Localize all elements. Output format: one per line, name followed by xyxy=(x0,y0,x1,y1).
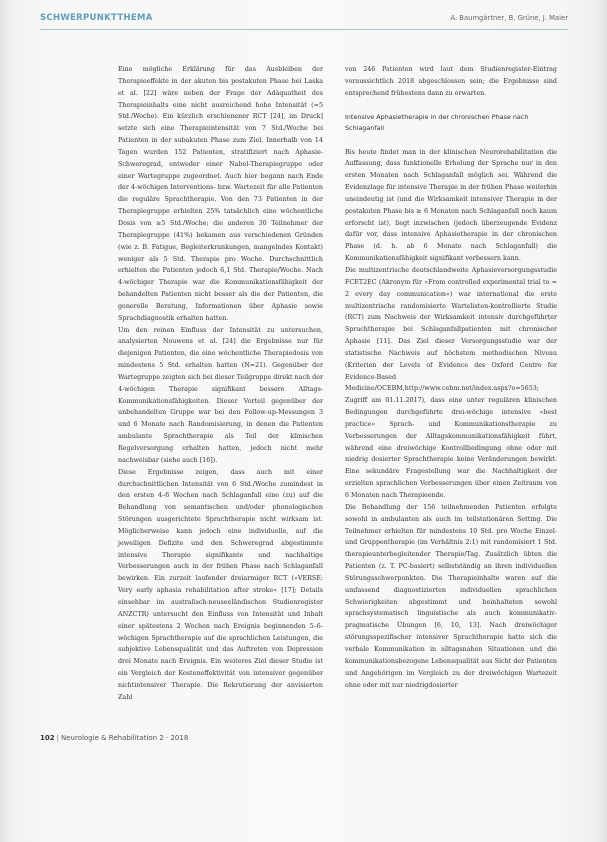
header-rule xyxy=(40,29,568,30)
footer-separator: | xyxy=(56,734,59,742)
left-paragraph-2: Um den reinen Einfluss der Intensität zu untersuchen, analysierten Nouwens et al. [24] die Ergebnisse nur für diejenigen Patienten, die eine wöchentliche Therapiedosis von mindestens 5 Std. erhalten hatten (N=21). Gegenüber der Wartegruppe zeigten sich bei dieser Teilgruppe direkt nach der 4-wöchigen Therapie signifikant bessere Alltags-Kommunikationsfähigkeiten. Dieser Vorteil gegenüber der unbehandelten Gruppe war bei den Follow-up-Messungen 3 und 6 Monate nach Randomisierung, in denen die Patienten ambulante Sprachtherapie als Teil der klinischen Regelversorgung erhalten hatten, jedoch nicht mehr nachweisbar (siehe auch [16]). xyxy=(118,326,323,464)
right-paragraph-3: Die Behandlung der 156 teilnehmenden Patienten erfolgte sowohl in ambulanten als auch im teilstationären Setting. Die Teilnehmer erhielten für mindestens 10 Std. pro Woche Einzel- und Gruppentherapie (im Verhältnis 2:1) mit randomisiert 1 Std. therapieunterbegleitender Therapie/Tag. Zusätzlich übten die Patienten (z. T. PC-basiert) selbstständig an ihren individuellen Störungsschwerpunkten. Die Therapieinhalte waren auf die umfassend diagnostizierten individuellen sprachlichen Schwierigkeiten abgestimmt und beinhalteten sowohl sprachsystematisch linguistische als auch kommunikativ-pragmatische Übungen [6, 10, 13]. Nach dreiwöchiger störungsspezifischer intensiver Sprachtherapie hatte sich die verbale Kommunikation in alltagsnahen Situationen und die kommunikationsbezogene Lebensqualität aus Sicht der Patienten und Angehörigen im Vergleich zu der dreiwöchigen Wartezeit ohne oder mit nur niedrigdosierter xyxy=(345,503,557,689)
right-intro-paragraph: von 246 Patienten wird laut dem Studienregister-Eintrag voraussichtlich 2018 abgeschlossen sein; die Ergebnisse sind entsprechend frühestens dann zu erwarten. xyxy=(345,66,557,97)
page-header xyxy=(40,13,568,27)
right-paragraph-2: Die multizentrische deutschlandweite Aphasieversorgungsstudie FCET2EC (Akronym für »From controlled experimental trial to = 2 every day communication«) war international die erste multizentrische randomisierte Wartelisten-kontrollierte Studie (RCT) zum Nachweis der Wirksamkeit intensiv durchgeführter Sprachtherapie bei Schlaganfallpatienten mit chronischer Aphasie [11]. Das Ziel dieser Versorgungsstudie war der statistische Nachweis auf höchstem methodischen Niveau (Kriterien der Levels of Evidence des Oxford Centre for Evidence-Based Medicine/OCEBM,http://www.cebm.net/index.aspx?o=5653; Zugriff am 01.11.2017), dass eine unter regulären klinischen Bedingungen durchgeführte drei-wöchige intensive »best practice« Sprach- und Kommunikationstherapie zu Verbesserungen der Alltagskommunikationsfähigkeit führt, während eine dreiwöchige Kontrollbedingung ohne oder mit niedrig dosierter Sprachtherapie keine Veränderungen bewirkt. Eine sekundäre Fragestellung war die Nachhaltigkeit der erzielten sprachlichen Verbesserungen über einen Zeitraum von 6 Monaten nach Therapieende. xyxy=(345,266,557,499)
section-label: SCHWERPUNKTTHEMA xyxy=(40,13,153,23)
journal-name: Neurologie & Rehabilitation 2 · 2018 xyxy=(60,734,189,742)
running-authors: A. Baumgärtner, B. Grüne, J. Maier xyxy=(450,14,568,22)
page-number: 102 xyxy=(40,734,55,742)
section-gap xyxy=(345,135,557,147)
section-gap xyxy=(345,100,557,112)
scan-shadow-right xyxy=(595,0,607,842)
section-subheading-line-2: Schlaganfall xyxy=(345,124,385,133)
right-column xyxy=(345,64,557,691)
left-paragraph-3: Diese Ergebnisse zeigen, dass auch mit einer durchschnittlichen Intensität von 6 Std./Woche zumindest in den ersten 4–6 Wochen nach Schlaganfall eine (zu) auf die Behandlung von semantischen und/oder phonologischen Störungen ausgerichtete Sprachtherapie nicht wirksam ist. Möglicherweise kann jedoch eine individuelle, auf die jeweiligen Defizite und den Schweregrad abgestimmte intensive Therapie signifikante und nachhaltige Verbesserungen auch in der frühen Phase nach Schlaganfall bewirken. Ein zurzeit laufender dreiarmiger RCT (»VERSE: Very early aphasia rehabilitation after stroke« [17]; Details einsehbar im australisch-neuseeländischen Studienregister ANZCTR) untersucht den Einfluss von Intensität und Inhalt einer spätestens 2 Wochen nach Ereignis beginnenden 5–6-wöchigen Sprachtherapie auf die sprachlichen Leistungen, die subjektive Lebensqualität und das Auftreten von Depression drei Monate nach Ereignis. Ein weiteres Ziel dieser Studie ist ein Vergleich der Kosteneffektivität von intensiver gegenüber nichtintensiver Therapie. Die Rekrutierung der anvisierten Zahl xyxy=(118,468,323,701)
left-paragraph-1: Eine mögliche Erklärung für das Ausbleiben der Therapieeffekte in der akuten bis postakuten Phase bei Laska et al. [22] wäre neben der Frage der Adäquatheit des Therapieinhalts eine nicht ausreichend hohe Intensität (=5 Std./Woche). Ein kürzlich erschienener RCT [24], im Druck] setzte sich eine Therapieintensität von 7 Std./Woche bei Patienten in der subakuten Phase zum Ziel. Innerhalb von 14 Tagen wurden 152 Patienten, stratifiziert nach Aphasie-Schweregrad, entweder einer Nabel-Therapiegruppe oder einer Wartegruppe zugeordnet. Auch hier begann nach Ende der 4-wöchigen Interventions- bzw. Wartezeit für alle Patienten die reguläre Sprachtherapie. Von den 73 Patienten in der Therapiegruppe erhielten 25% tatsächlich eine wöchentliche Dosis von ≥5 Std./Woche; die anderen 30 Teilnehmer der Therapiegruppe (41%) bekamen aus verschiedenen Gründen (wie z. B. Fatigue, Begleiterkrankungen, mangelndes Kontakt) weniger als 5 Std. Therapie pro Woche. Durchschnittlich erhielten die Patienten jedoch 6,1 Std. Therapie/Woche. Nach 4-wöchiger Therapie war die Kommunikationsfähigkeit der behandelten Patienten nicht besser als die der Patienten, die generelle Beratung, Informationen über Aphasie sowie Sprachdiagnostik erhalten hatten. xyxy=(118,66,323,322)
right-paragraph-1: Bis heute findet man in der klinischen Neurorehabilitation die Auffassung, dass funktionelle Erholung der Sprache nur in den ersten Monaten nach Schlaganfall möglich sei. Während die Evidenzlage für intensive Therapie in der frühen Phase weiterhin uneindeutig ist (und die Wirksamkeit intensiver Therapie in der postakuten Phase bis ≥ 6 Monaten nach Schlaganfall noch kaum erforscht ist), liegt inzwischen (jedoch überzeugende Evidenz dafür vor, dass intensive Aphasietherapie in der chronischen Phase (d. h. ab 6 Monate nach Schlaganfall) die Kommunikationsfähigkeit signifikant verbessern kann. xyxy=(345,148,557,263)
scan-shadow-left xyxy=(0,0,12,842)
page-footer xyxy=(40,734,188,742)
left-column xyxy=(118,64,323,704)
section-subheading-line-1: Intensive Aphasietherapie in der chronischen Phase nach xyxy=(345,112,529,121)
